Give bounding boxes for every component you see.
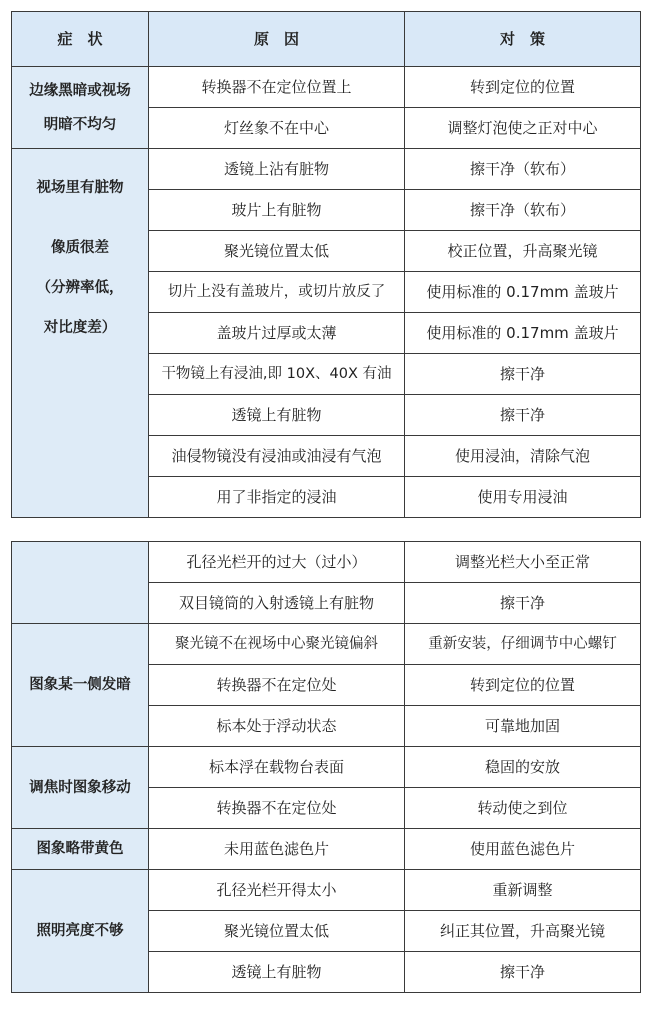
table-row bbox=[12, 829, 641, 870]
symptom-text: 视场里有脏物 bbox=[36, 180, 124, 196]
cause-cell: 聚光镜不在视场中心聚光镜偏斜 bbox=[149, 624, 405, 665]
cause-cell: 透镜上有脏物 bbox=[149, 952, 405, 993]
symptom-cell: 图象某一侧发暗 bbox=[12, 624, 149, 747]
cause-cell: 孔径光栏开的过大（过小） bbox=[149, 542, 405, 583]
symptom-text: 明暗不均匀 bbox=[43, 116, 117, 133]
fix-cell: 擦干净（软布） bbox=[405, 190, 641, 231]
table-row bbox=[12, 149, 641, 190]
cause-cell: 孔径光栏开得太小 bbox=[149, 870, 405, 911]
fix-cell: 重新调整 bbox=[405, 870, 641, 911]
cause-cell: 标本浮在载物台表面 bbox=[149, 747, 405, 788]
table-row bbox=[12, 624, 641, 665]
header-cause: 原 因 bbox=[149, 12, 405, 67]
cause-cell: 用了非指定的浸油 bbox=[149, 477, 405, 518]
fix-cell: 转到定位的位置 bbox=[405, 67, 641, 108]
symptom-text: 边缘黑暗或视场 bbox=[29, 82, 131, 99]
fix-cell: 重新安装，仔细调节中心螺钉 bbox=[405, 624, 641, 665]
cause-cell: 灯丝象不在中心 bbox=[149, 108, 405, 149]
cause-cell: 转换器不在定位处 bbox=[149, 788, 405, 829]
fix-cell: 校正位置，升高聚光镜 bbox=[405, 231, 641, 272]
cause-cell: 标本处于浮动状态 bbox=[149, 706, 405, 747]
fix-cell: 稳固的安放 bbox=[405, 747, 641, 788]
fix-cell: 调整灯泡使之正对中心 bbox=[405, 108, 641, 149]
symptom-cell bbox=[12, 67, 149, 149]
fix-cell: 转动使之到位 bbox=[405, 788, 641, 829]
troubleshooting-table-1 bbox=[11, 11, 641, 518]
cause-cell: 转换器不在定位处 bbox=[149, 665, 405, 706]
cause-cell: 玻片上有脏物 bbox=[149, 190, 405, 231]
cause-cell: 聚光镜位置太低 bbox=[149, 231, 405, 272]
cause-cell: 干物镜上有浸油,即 10X、40X 有油 bbox=[149, 354, 405, 395]
fix-cell: 使用标准的 0.17mm 盖玻片 bbox=[405, 272, 641, 313]
symptom-cell-empty bbox=[12, 542, 149, 624]
table-row bbox=[12, 870, 641, 911]
symptom-text: 像质很差 bbox=[51, 240, 109, 256]
symptom-text: （分辨率低， bbox=[36, 280, 124, 296]
fix-cell: 擦干净 bbox=[405, 395, 641, 436]
fix-cell: 擦干净 bbox=[405, 952, 641, 993]
symptom-cell bbox=[12, 149, 149, 518]
fix-cell: 纠正其位置，升高聚光镜 bbox=[405, 911, 641, 952]
header-fix: 对 策 bbox=[405, 12, 641, 67]
fix-cell: 使用蓝色滤色片 bbox=[405, 829, 641, 870]
fix-cell: 擦干净 bbox=[405, 354, 641, 395]
fix-cell: 转到定位的位置 bbox=[405, 665, 641, 706]
cause-cell: 未用蓝色滤色片 bbox=[149, 829, 405, 870]
table-row bbox=[12, 542, 641, 583]
cause-cell: 转换器不在定位位置上 bbox=[149, 67, 405, 108]
cause-cell: 透镜上有脏物 bbox=[149, 395, 405, 436]
cause-cell: 透镜上沾有脏物 bbox=[149, 149, 405, 190]
symptom-cell: 图象略带黄色 bbox=[12, 829, 149, 870]
symptom-text: 对比度差） bbox=[43, 320, 117, 336]
cause-cell: 油侵物镜没有浸油或油浸有气泡 bbox=[149, 436, 405, 477]
header-symptom: 症 状 bbox=[12, 12, 149, 67]
cause-cell: 双目镜筒的入射透镜上有脏物 bbox=[149, 583, 405, 624]
header-row bbox=[12, 12, 641, 67]
table-row bbox=[12, 67, 641, 108]
fix-cell: 擦干净 bbox=[405, 583, 641, 624]
fix-cell: 调整光栏大小至正常 bbox=[405, 542, 641, 583]
symptom-cell: 照明亮度不够 bbox=[12, 870, 149, 993]
fix-cell: 使用标准的 0.17mm 盖玻片 bbox=[405, 313, 641, 354]
cause-cell: 盖玻片过厚或太薄 bbox=[149, 313, 405, 354]
fix-cell: 可靠地加固 bbox=[405, 706, 641, 747]
symptom-cell: 调焦时图象移动 bbox=[12, 747, 149, 829]
cause-cell: 切片上没有盖玻片，或切片放反了 bbox=[149, 272, 405, 313]
symptom-spacer bbox=[12, 197, 148, 239]
fix-cell: 使用浸油，清除气泡 bbox=[405, 436, 641, 477]
fix-cell: 使用专用浸油 bbox=[405, 477, 641, 518]
fix-cell: 擦干净（软布） bbox=[405, 149, 641, 190]
troubleshooting-table-2 bbox=[11, 541, 641, 993]
table-row bbox=[12, 747, 641, 788]
cause-cell: 聚光镜位置太低 bbox=[149, 911, 405, 952]
